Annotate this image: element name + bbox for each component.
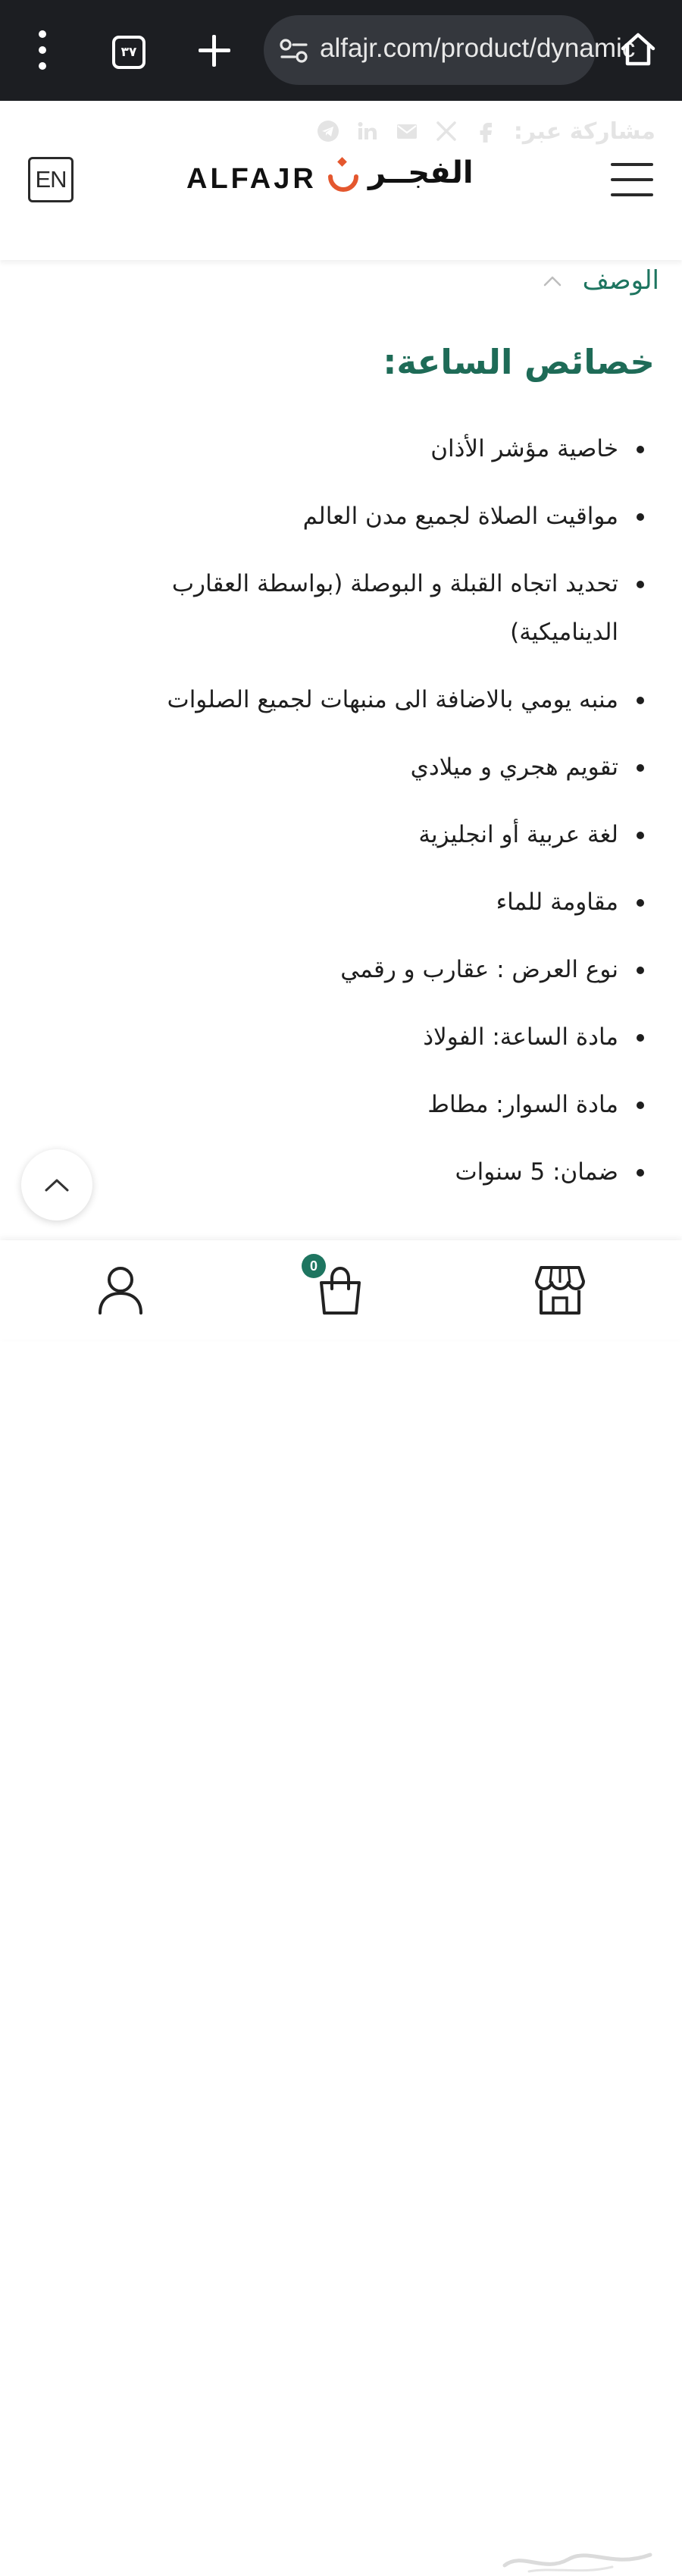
address-bar[interactable] <box>264 15 636 85</box>
url-text[interactable]: alfajr.com/product/dynamic <box>320 33 636 63</box>
x-icon[interactable] <box>435 120 458 143</box>
linkedin-icon[interactable] <box>356 120 379 143</box>
feature-item: نوع العرض : عقارب و رقمي <box>102 945 647 994</box>
hamburger-menu-icon[interactable] <box>611 163 653 196</box>
tab-count: ٣٧ <box>120 45 137 60</box>
site-header <box>0 101 682 260</box>
logo-arabic-text: الفجــر <box>368 155 474 190</box>
tab-switcher-button[interactable] <box>112 36 145 69</box>
facebook-icon[interactable] <box>474 120 497 143</box>
cart-count-badge: 0 <box>302 1254 326 1278</box>
section-heading: خصائص الساعة: <box>383 342 655 382</box>
feature-item: ضمان: 5 سنوات <box>102 1148 647 1196</box>
share-label: مشاركة عبر: <box>513 118 655 145</box>
more-vert-icon[interactable] <box>30 30 55 70</box>
description-accordion-label: الوصف <box>582 265 659 296</box>
telegram-icon[interactable] <box>317 120 339 143</box>
logo-crescent-icon <box>324 154 361 202</box>
chevron-up-icon <box>543 274 562 287</box>
bottom-navigation <box>0 1240 682 1340</box>
email-icon[interactable] <box>396 120 418 143</box>
feature-item: تقويم هجري و ميلادي <box>102 743 647 791</box>
share-bar <box>303 116 655 146</box>
home-icon[interactable] <box>620 32 656 67</box>
new-tab-plus-icon[interactable] <box>199 35 230 67</box>
feature-item: مادة الساعة: الفولاذ <box>102 1013 647 1061</box>
features-list <box>102 425 647 1215</box>
feature-item: تحديد اتجاه القبلة و البوصلة (بواسطة العقارب الديناميكية) <box>102 559 647 657</box>
feature-item: مواقيت الصلاة لجميع مدن العالم <box>102 492 647 541</box>
feature-item: مقاومة للماء <box>102 878 647 926</box>
cart-button[interactable] <box>309 1258 367 1316</box>
feature-item: مادة السوار: مطاط <box>102 1080 647 1129</box>
account-icon[interactable] <box>94 1263 147 1316</box>
back-to-top-button[interactable] <box>21 1149 92 1221</box>
watermark-logo-icon <box>499 2537 658 2576</box>
store-icon[interactable] <box>533 1263 587 1316</box>
feature-item: منبه يومي بالاضافة الى منبهات لجميع الصلوات <box>102 675 647 724</box>
description-accordion-toggle[interactable] <box>455 262 659 299</box>
feature-item: خاصية مؤشر الأذان <box>102 425 647 473</box>
logo-latin-text: ALFAJR <box>186 163 317 195</box>
site-settings-icon[interactable] <box>279 38 309 64</box>
feature-item: لغة عربية أو انجليزية <box>102 810 647 859</box>
language-toggle-button[interactable]: EN <box>28 157 74 202</box>
browser-toolbar <box>0 0 682 101</box>
site-logo[interactable] <box>186 154 501 204</box>
chevron-up-icon <box>44 1177 70 1192</box>
